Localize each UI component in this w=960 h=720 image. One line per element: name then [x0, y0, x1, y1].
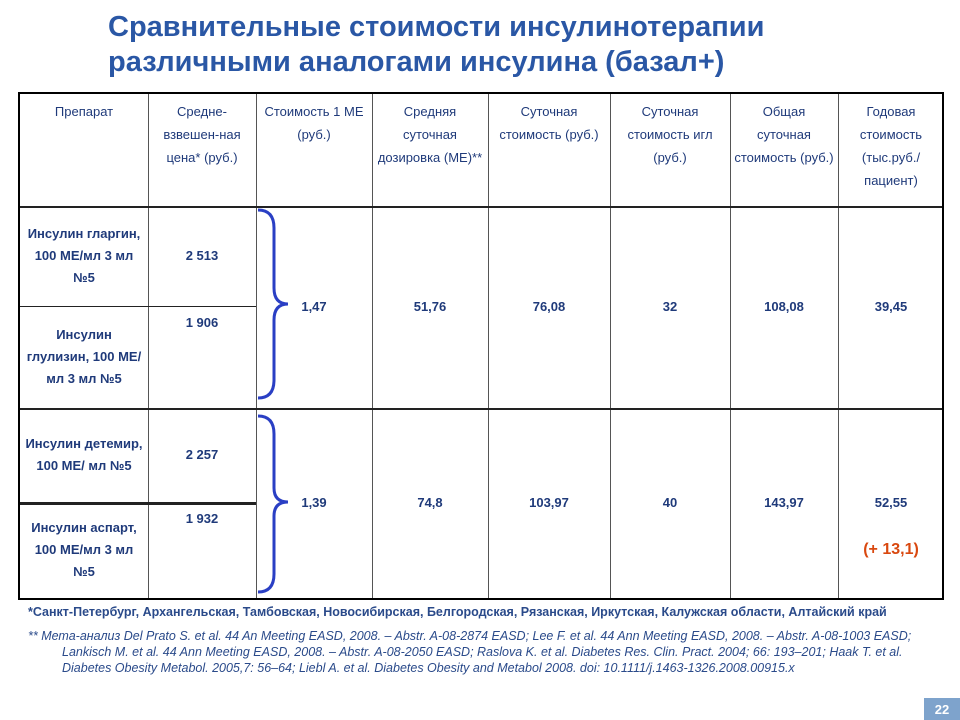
daily-dose-value: 74,8: [417, 495, 443, 510]
daily-dose-value: 51,76: [413, 299, 447, 314]
total-daily-value: 108,08: [764, 299, 804, 314]
drug-name: Инсулин глулизин, 100 МЕ/мл 3 мл №5: [26, 327, 142, 386]
drug-price: 2 257: [185, 447, 219, 462]
drug-price: 1 906: [185, 315, 219, 330]
cost-per-unit-value: 1,47: [301, 299, 327, 314]
drug-name: Инсулин детемир, 100 МЕ/ мл №5: [25, 436, 143, 473]
drug-name: Инсулин гларгин, 100 МЕ/мл 3 мл №5: [27, 226, 141, 285]
header-daily-dose: Средняя суточная дозировка (МЕ)**: [377, 104, 483, 165]
cost-table: [18, 92, 944, 600]
slide-title: Сравнительные стоимости инсулинотерапии различными аналогами инсулина (базал+): [108, 11, 765, 78]
needle-cost-value: 40: [662, 495, 678, 510]
needle-cost-value: 32: [662, 299, 678, 314]
footnote-references: ** Мета-анализ Del Prato S. et al. 44 An Meeting EASD, 2008. – Abstr. A-08-2874 EASD; Lee F. et al. 44 Ann Meeting EASD, 2008. – Abstr. A-08-1003 EASD; Lankisch M. et al. 44 Ann Meeting EASD, 2008. – Abstr. A-08-2050 EASD; Raslova K. et al. Diabetes Res. Clin. Pract. 2004; 66: 193–201; Haak T. et al. Diabetes Obesity Metabol. 2005,7: 56–64; Liebl A. et al. Diabetes Obesity and Metabol 2008. doi: 10.1111/j.1463-1326.2008.00915.x: [28, 629, 912, 675]
header-annual: Годовая стоимость (тыс.руб./ пациент): [859, 104, 923, 188]
drug-price: 2 513: [185, 248, 219, 263]
drug-price: 1 932: [185, 511, 219, 526]
footnote-regions: *Санкт-Петербург, Архангельская, Тамбовская, Новосибирская, Белгородская, Рязанская, Иркутская, Калужская области, Алтайский край: [28, 605, 887, 619]
annual-cost-difference: (+ 13,1): [863, 541, 919, 558]
drug-name: Инсулин аспарт, 100 МЕ/мл 3 мл №5: [31, 520, 137, 579]
cost-per-unit-value: 1,39: [301, 495, 327, 510]
annual-cost-value: 39,45: [874, 299, 908, 314]
group-brace-icon: [252, 412, 292, 598]
header-cost-per-unit: Стоимость 1 МЕ (руб.): [264, 104, 364, 142]
header-needle-cost: Суточная стоимость игл (руб.): [627, 104, 713, 165]
footnotes: [28, 604, 940, 676]
header-drug: Препарат: [54, 104, 114, 119]
group-brace-icon: [252, 204, 292, 404]
header-total-daily: Общая суточная стоимость (руб.): [734, 104, 834, 165]
daily-cost-value: 76,08: [532, 299, 566, 314]
header-daily-cost: Суточная стоимость (руб.): [499, 104, 599, 142]
annual-cost-value: 52,55: [874, 495, 908, 510]
daily-cost-value: 103,97: [529, 495, 569, 510]
total-daily-value: 143,97: [764, 495, 804, 510]
slide-number: 22: [924, 698, 960, 720]
header-price: Средне-взвешен-ная цена* (руб.): [163, 104, 241, 165]
